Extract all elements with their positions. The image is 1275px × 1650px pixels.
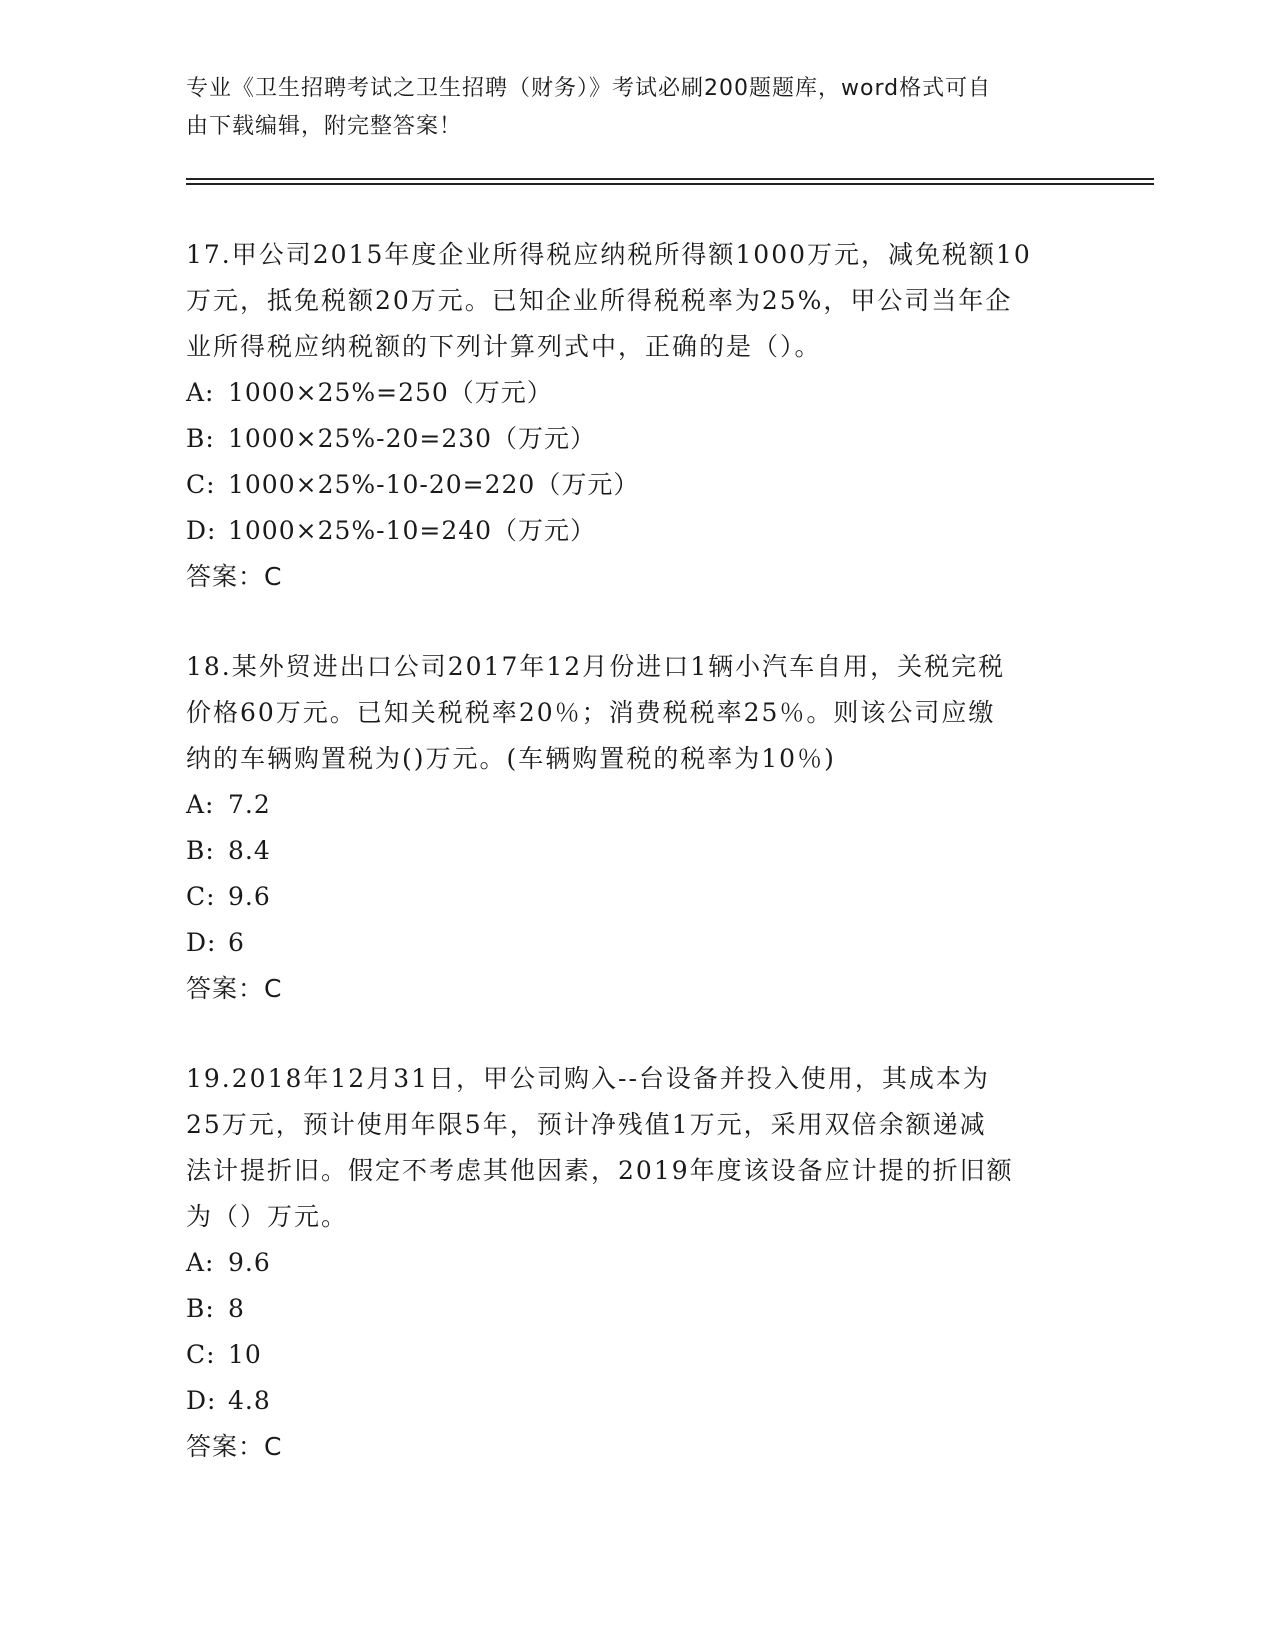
question-line: 业所得税应纳税额的下列计算列式中，正确的是（）。: [186, 332, 822, 361]
question-line: 价格60万元。已知关税税率20％；消费税税率25％。则该公司应缴: [186, 698, 996, 727]
option-label: D:: [186, 516, 217, 545]
question-line: 19.2018年12月31日，甲公司购入--台设备并投入使用，其成本为: [186, 1064, 990, 1093]
option-label: A:: [186, 790, 215, 819]
question-text: [186, 644, 1086, 782]
question-18: [186, 644, 1086, 1012]
question-text: [186, 232, 1086, 370]
option-text: 1000×25%-10-20=220（万元）: [228, 470, 640, 499]
header-line: 由下载编辑，附完整答案！: [186, 114, 463, 139]
option-text: 8.4: [228, 836, 271, 865]
option-label: A:: [186, 1248, 215, 1277]
question-line: 25万元，预计使用年限5年，预计净残值1万元，采用双倍余额递减: [186, 1110, 987, 1139]
question-text: [186, 1056, 1086, 1240]
question-line: 法计提折旧。假定不考虑其他因素，2019年度该设备应计提的折旧额: [186, 1156, 1014, 1185]
option-text: 4.8: [228, 1386, 271, 1415]
option-label: C:: [186, 882, 216, 911]
option-d: [186, 508, 1086, 554]
document-header: [186, 70, 1066, 146]
option-text: 8: [228, 1294, 245, 1323]
option-a: [186, 1240, 1086, 1286]
option-text: 1000×25%-10=240（万元）: [228, 516, 597, 545]
question-line: 纳的车辆购置税为()万元。(车辆购置税的税率为10％): [186, 744, 836, 773]
option-c: [186, 874, 1086, 920]
option-label: A:: [186, 378, 215, 407]
option-d: [186, 920, 1086, 966]
option-label: C:: [186, 1340, 216, 1369]
option-c: [186, 462, 1086, 508]
option-label: B:: [186, 424, 215, 453]
option-text: 7.2: [228, 790, 271, 819]
option-text: 6: [228, 928, 245, 957]
question-17: [186, 232, 1086, 600]
option-b: [186, 828, 1086, 874]
divider-line: [186, 183, 1154, 185]
option-label: C:: [186, 470, 216, 499]
answer: 答案：C: [186, 974, 283, 1003]
option-label: B:: [186, 836, 215, 865]
option-a: [186, 782, 1086, 828]
question-line: 为（）万元。: [186, 1202, 349, 1231]
option-text: 1000×25%-20=230（万元）: [228, 424, 597, 453]
question-19: [186, 1056, 1086, 1470]
answer: 答案：C: [186, 562, 283, 591]
option-text: 9.6: [228, 882, 271, 911]
option-b: [186, 1286, 1086, 1332]
option-c: [186, 1332, 1086, 1378]
option-label: D:: [186, 928, 217, 957]
question-line: 17.甲公司2015年度企业所得税应纳税所得额1000万元，减免税额10: [186, 240, 1032, 269]
option-text: 10: [228, 1340, 262, 1369]
option-a: [186, 370, 1086, 416]
answer: 答案：C: [186, 1432, 283, 1461]
option-text: 9.6: [228, 1248, 271, 1277]
option-text: 1000×25%=250（万元）: [228, 378, 553, 407]
option-b: [186, 416, 1086, 462]
option-label: D:: [186, 1386, 217, 1415]
option-d: [186, 1378, 1086, 1424]
question-line: 18.某外贸进出口公司2017年12月份进口1辆小汽车自用，关税完税: [186, 652, 1006, 681]
option-label: B:: [186, 1294, 215, 1323]
header-line: 专业《卫生招聘考试之卫生招聘（财务）》考试必刷200题题库，word格式可自: [186, 76, 992, 101]
question-line: 万元，抵免税额20万元。已知企业所得税税率为25%，甲公司当年企: [186, 286, 1013, 315]
divider-line: [186, 178, 1154, 180]
